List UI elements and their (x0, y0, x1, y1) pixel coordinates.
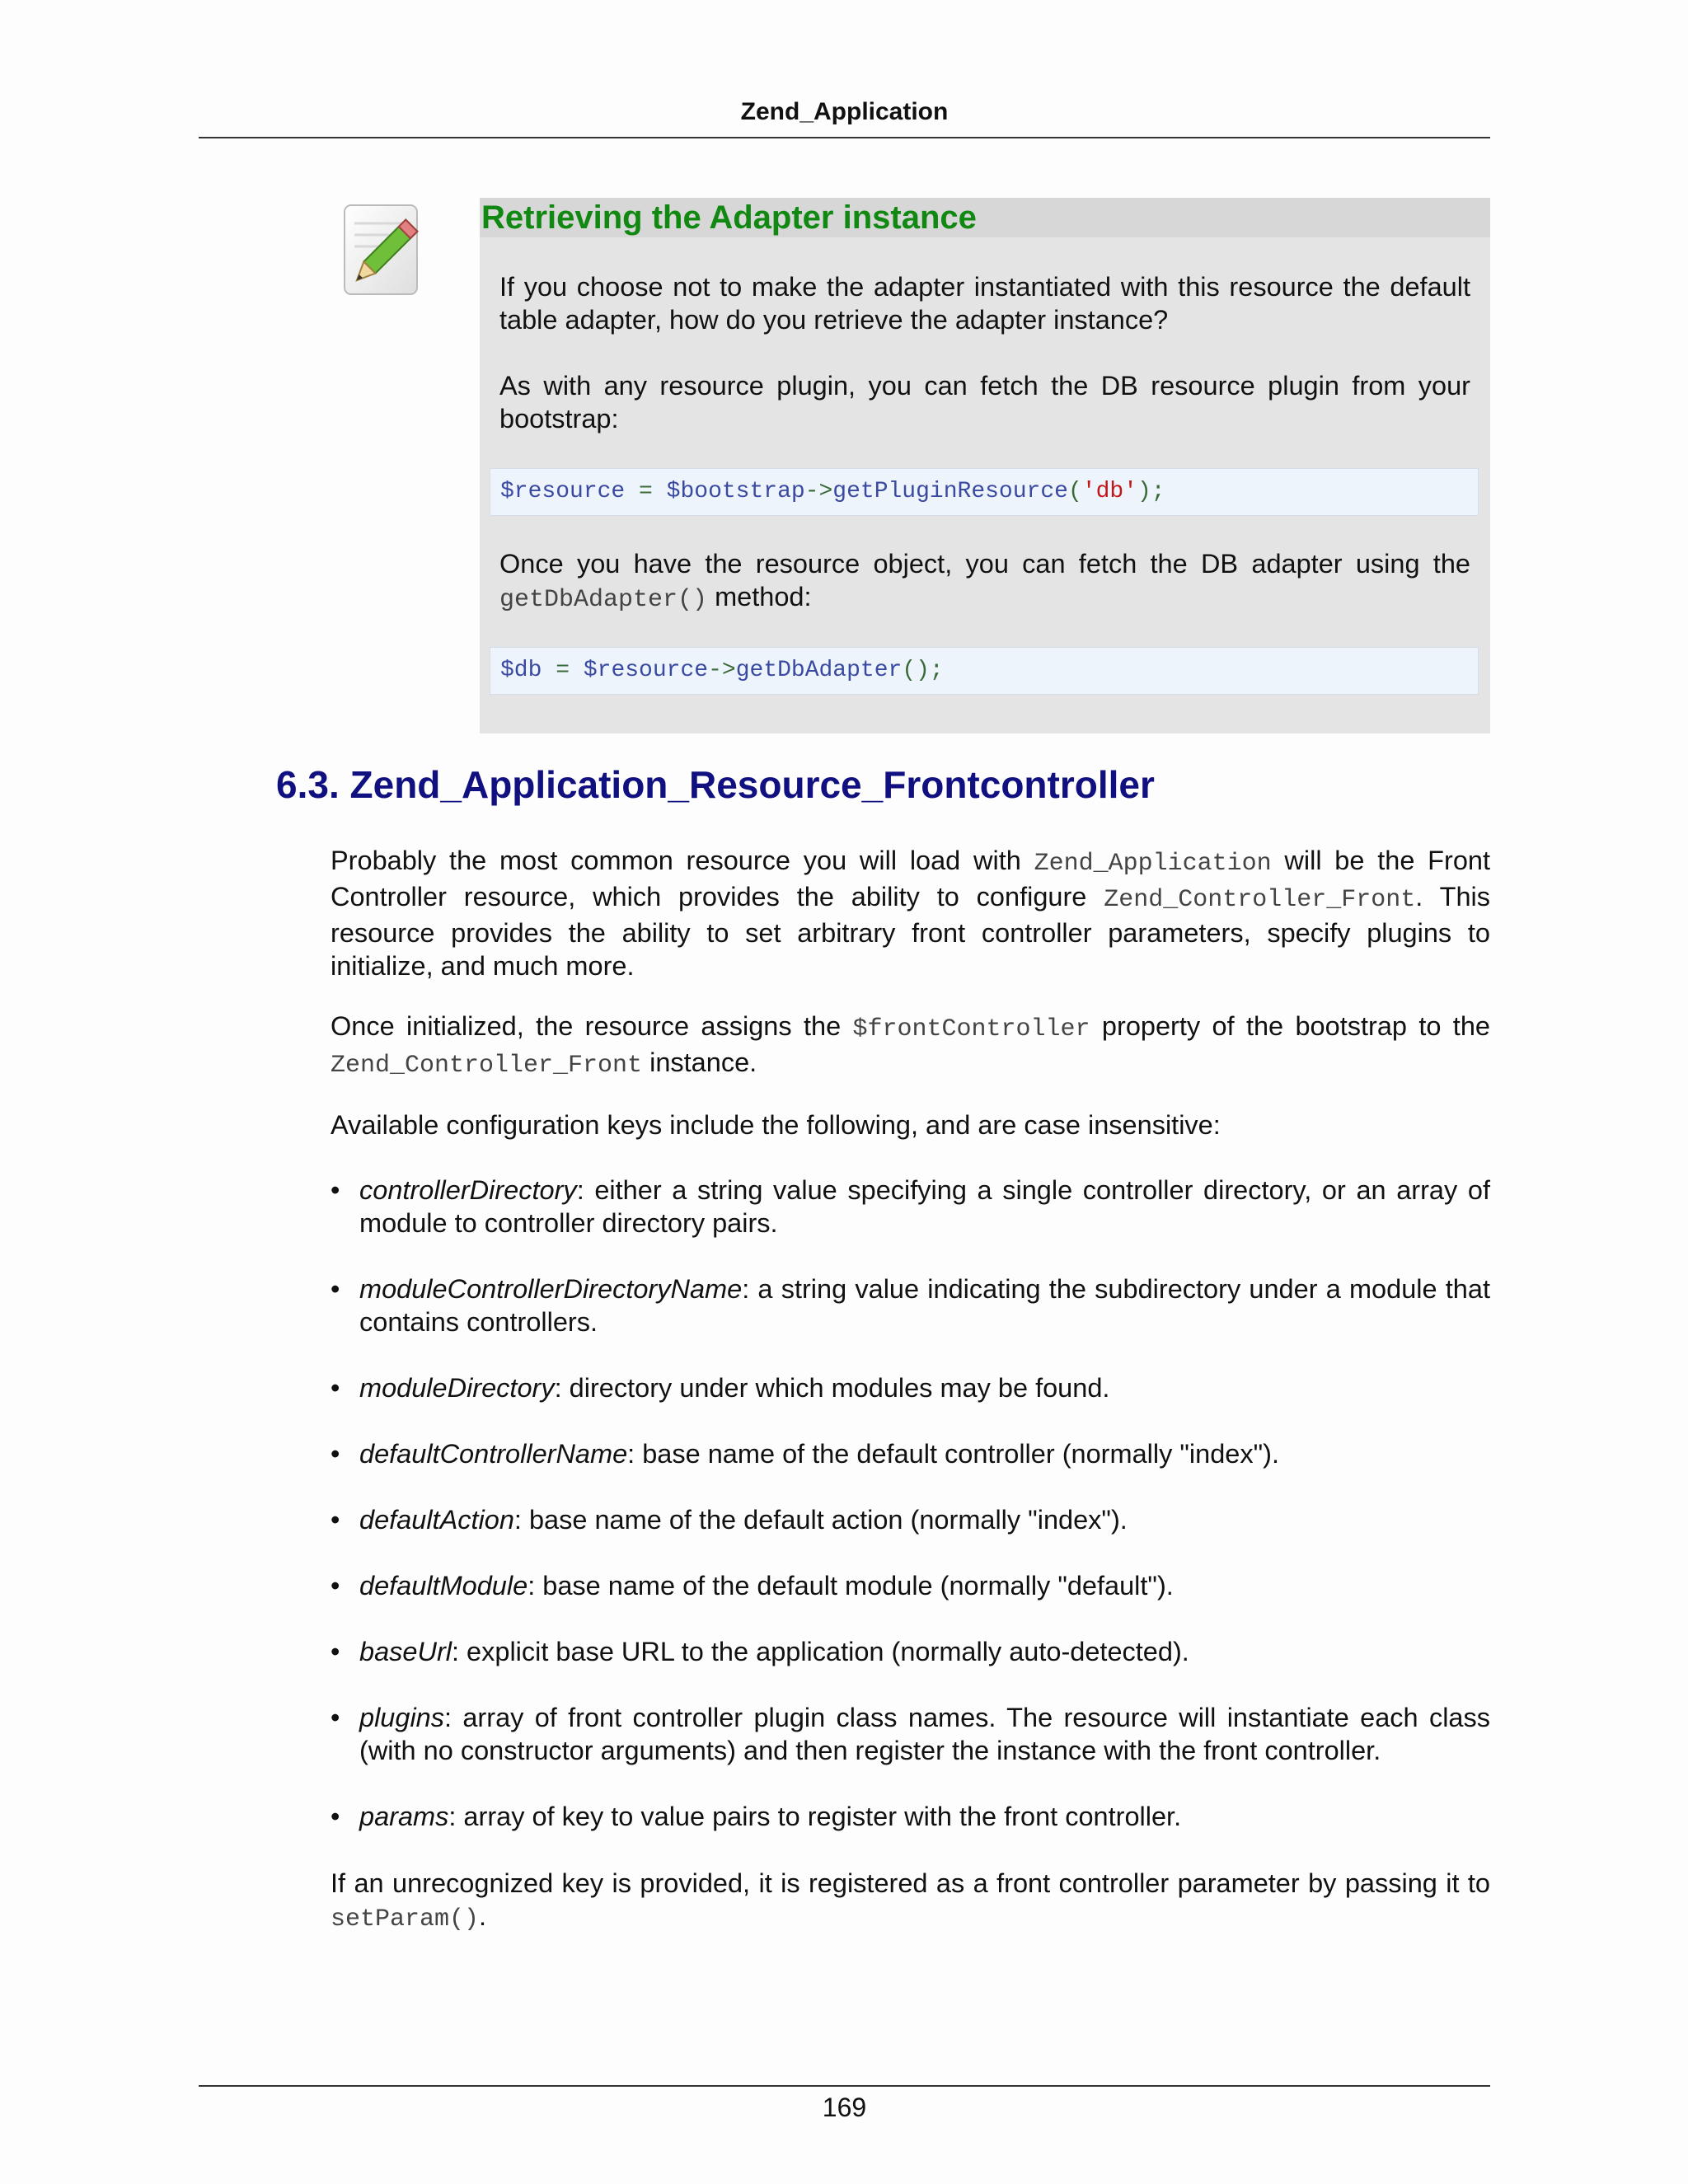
config-desc: : base name of the default action (normally "index"). (513, 1505, 1128, 1535)
note-pencil-icon (338, 202, 425, 299)
section-paragraph-3: Available configuration keys include the following, and are case insensitive: (331, 1110, 1221, 1140)
note-box (480, 198, 1490, 733)
note-title: Retrieving the Adapter instance (481, 199, 977, 236)
list-item (331, 1371, 1490, 1404)
text-run: Once you have the resource object, you can fetch the DB adapter using the (499, 549, 1470, 579)
page-number: 169 (822, 2093, 867, 2122)
config-key: defaultModule (359, 1571, 528, 1601)
config-key: moduleControllerDirectoryName (359, 1274, 743, 1304)
code-token: $db (500, 658, 542, 683)
list-item (331, 1569, 1490, 1602)
code-token: $bootstrap (666, 479, 805, 504)
list-item (331, 1272, 1490, 1338)
text-run: method: (707, 582, 812, 612)
code-token: ( (1067, 479, 1082, 504)
text-run: property of the bootstrap to the (1090, 1011, 1490, 1041)
code-token: -> (708, 658, 736, 683)
code-token: 'db' (1081, 479, 1137, 504)
config-key: params (359, 1802, 449, 1831)
section-paragraph-1 (331, 844, 1490, 982)
text-run: . This resource provides the ability to set arbitrary front controller parameters, specify plugins to initialize, and much more. (331, 882, 1490, 981)
bullet-marker: • (331, 1439, 340, 1469)
bullet-marker: • (331, 1703, 340, 1732)
bullet-marker: • (331, 1373, 340, 1403)
config-desc: : a string value indicating the subdirectory under a module that contains controllers. (359, 1274, 1490, 1337)
bullet-marker: • (331, 1802, 340, 1831)
code-token: (); (902, 658, 944, 683)
text-run: instance. (642, 1047, 757, 1077)
inline-code: $frontController (852, 1015, 1090, 1043)
bullet-marker: • (331, 1175, 340, 1205)
config-key: baseUrl (359, 1637, 452, 1666)
code-token: = (625, 479, 667, 504)
text-run: If an unrecognized key is provided, it is registered as a front controller parameter by passing it to (331, 1868, 1490, 1898)
bullet-marker: • (331, 1274, 340, 1304)
inline-code: Zend_Controller_Front (331, 1052, 643, 1080)
inline-code: setParam() (331, 1905, 480, 1933)
list-item (331, 1437, 1490, 1470)
inline-code: Zend_Application (1034, 850, 1272, 878)
code-token: getDbAdapter (735, 658, 903, 683)
code-block-get-plugin-resource (490, 468, 1479, 516)
config-desc: : array of key to value pairs to register with the front controller. (448, 1802, 1182, 1831)
config-key: plugins (359, 1703, 444, 1732)
config-key: moduleDirectory (359, 1373, 555, 1403)
config-key: controllerDirectory (359, 1175, 577, 1205)
list-item (331, 1174, 1490, 1240)
config-desc: : either a string value specifying a single controller directory, or an array of module to controller directory pairs. (359, 1175, 1490, 1238)
config-key: defaultControllerName (359, 1439, 628, 1469)
list-item (331, 1635, 1490, 1668)
config-desc: : base name of the default module (normally "default"). (528, 1571, 1174, 1601)
config-desc: : directory under which modules may be found. (554, 1373, 1110, 1403)
config-key: defaultAction (359, 1505, 514, 1535)
note-title-bar (480, 198, 1490, 237)
text-run: will be the Front Controller resource, which provides the ability to configure (331, 846, 1491, 912)
inline-code: Zend_Controller_Front (1104, 886, 1416, 914)
list-item (331, 1800, 1490, 1833)
code-token: = (542, 658, 584, 683)
note-paragraph-2: As with any resource plugin, you can fetch the DB resource plugin from your bootstrap: (499, 371, 1470, 434)
list-item (331, 1701, 1490, 1767)
inline-code: getDbAdapter() (499, 586, 708, 614)
footer-rule (199, 2085, 1490, 2087)
code-block-get-db-adapter (490, 647, 1479, 695)
code-token: $resource (500, 479, 626, 504)
bullet-marker: • (331, 1505, 340, 1535)
running-header: Zend_Application (740, 98, 949, 125)
bullet-marker: • (331, 1571, 340, 1601)
list-item (331, 1503, 1490, 1536)
text-run: Once initialized, the resource assigns the (331, 1011, 853, 1041)
section-paragraph-4 (331, 1867, 1490, 1936)
text-run: Probably the most common resource you will load with (331, 846, 1034, 875)
code-token: getPluginResource (832, 479, 1068, 504)
config-desc: : explicit base URL to the application (normally auto-detected). (452, 1637, 1189, 1666)
code-token: -> (804, 479, 833, 504)
header-rule (199, 137, 1490, 138)
note-paragraph-1: If you choose not to make the adapter instantiated with this resource the default table adapter, how do you retrieve the adapter instance? (499, 272, 1470, 335)
section-heading: 6.3. Zend_Application_Resource_Frontcontroller (276, 763, 1155, 806)
text-run: . (479, 1901, 487, 1931)
code-token: ); (1137, 479, 1165, 504)
bullet-marker: • (331, 1637, 340, 1666)
config-desc: : array of front controller plugin class names. The resource will instantiate each class (with no constructor arguments) and then register the instance with the front controller. (359, 1703, 1490, 1765)
code-token: $resource (583, 658, 709, 683)
note-paragraph-3 (499, 547, 1470, 616)
config-desc: : base name of the default controller (normally "index"). (627, 1439, 1279, 1469)
section-paragraph-2 (331, 1010, 1490, 1082)
